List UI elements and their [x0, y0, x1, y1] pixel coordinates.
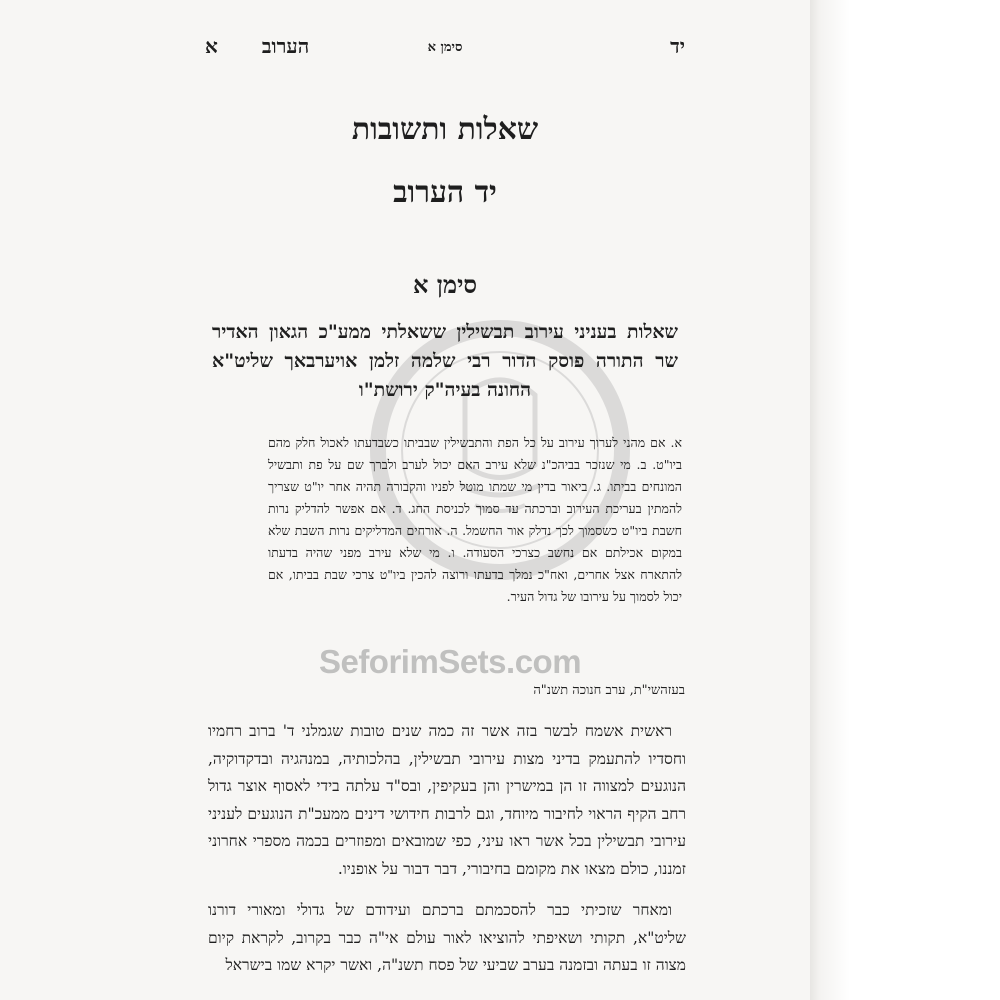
date-line: בעזהשי"ת, ערב חנוכה תשנ"ה [533, 683, 685, 698]
header-page-number: יד [670, 34, 685, 58]
siman-heading: סימן א [412, 270, 478, 299]
header-letter: א [205, 34, 218, 58]
header-book-name: הערוב [261, 34, 310, 58]
body-paragraph-1: ראשית אשמח לבשר בזה אשר זה כמה שנים טובות שגמלני ד' ברוב רחמיו וחסדיו להתעמק בדיני מצות עירובי תבשילין, בהלכותיה, במנהגיה ובדקדוקיה, הנוגעים למצווה זו הן במישרין והן בעקיפין, ובס"ד עלתה בידי לאסוף אוצר גדול רחב הקיף הראוי לחיבור מיוחד, וגם לרבות חידושי דינים ממעכ"ת הנוגעים לעניני עירובי תבשילין בכל אשר ראו עיני, כפי שמובאים ומפוזרים בכמה מספרי אחרוני זמננו, כולם מצאו את מקומם בחיבורי, דבר דבור על אופניו. [208, 722, 686, 878]
title-line-1: שאלות ותשובות [351, 112, 539, 147]
header-book-title [205, 34, 309, 59]
summary-paragraph: א. אם מהני לערוך עירוב על כל הפת והתבשילין שבביתו כשבדעתו לאכול חלק מהם ביו"ט. ב. מי שנזכר בביהכ"נ שלא עירב האם יכול לערב ולברך שם על פת ותבשיל המונחים בביתו. ג. ביאור בדין מי שמתו מוטל לפניו והקבורה תהיה אחר יו"ט שצריך להמתין בעריכת העירוב וברכתה עד סמוך לכניסת החג. ד. אם אפשר להדליק נרות חשבת ביו"ט כשסמוך לכך נדלק אור החשמל. ה. אורחים המדליקים נרות השבת שלא במקום אכילתם אם נחשב כצרכי הסעודה. ו. מי שלא עירב מפני שהיה בדעתו להתארח אצל אחרים, ואח"כ נמלך בדעתו ורוצה להכין ביו"ט צרכי שבת בביתו, אם יכול לסמוך על עירובו של גדול העיר. [268, 435, 682, 604]
running-header [205, 34, 685, 62]
body-paragraph-2: ומאחר שזכיתי כבר להסכמתם ברכתם ועידודם של גדולי ומאורי דורנו שליט"א, תקותי ושאיפתי להוציאו לאור עולם אי"ה כבר בקרוב, לקראת קיום מצוה זו בעתה ובזמנה בערב שביעי של פסח תשנ"ה, ואשר יקרא שמו בישראל [208, 901, 686, 974]
body-text [208, 718, 686, 994]
site-watermark: SeforimSets.com [318, 643, 582, 680]
page-edge-shadow [810, 0, 1000, 1000]
question-title: שאלות בעניני עירוב תבשילין ששאלתי ממע"כ הגאון האדיר שר התורה פוסק הדור רבי שלמה זלמן אויערבאך שליט"א החונה בעיה"ק ירושת"ו [212, 321, 678, 401]
header-siman: סימן א [427, 40, 463, 55]
title-line-2: יד הערוב [393, 175, 497, 210]
